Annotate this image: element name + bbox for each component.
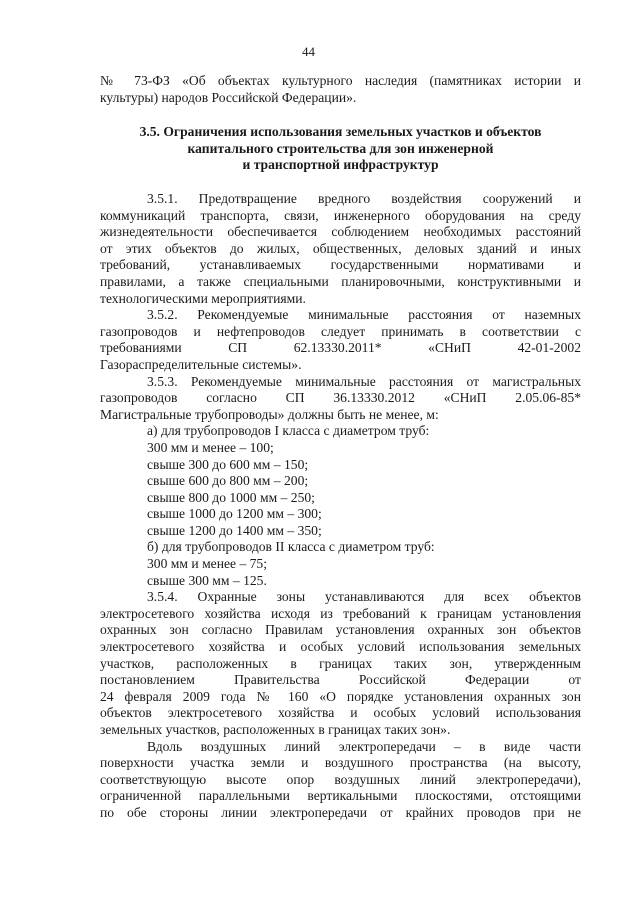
text-line: по обе стороны линии электропередачи от крайних проводов при не bbox=[100, 804, 581, 820]
paragraph-3-5-4 bbox=[100, 589, 581, 738]
text-line: 3.5.3. Рекомендуемые минимальные расстояния от магистральных bbox=[147, 373, 581, 389]
list-item: свыше 600 до 800 мм – 200; bbox=[147, 473, 309, 489]
text-line: газопроводов согласно СП 36.13330.2012 «СНиП 2.05.06-85* bbox=[100, 390, 581, 406]
text-line: 3.5.2. Рекомендуемые минимальные расстояния от наземных bbox=[147, 307, 581, 323]
text-line: постановлением Правительства Российской Федерации от bbox=[100, 672, 581, 688]
text-line: требований, устанавливаемых государственными нормативами и bbox=[100, 257, 581, 273]
page-number: 44 bbox=[302, 44, 315, 59]
text-line: охранных зон согласно Правилам установления охранных зон объектов bbox=[100, 622, 581, 638]
intro-paragraph bbox=[100, 73, 581, 106]
text-line: ограниченной параллельными вертикальными плоскостями, отстоящими bbox=[100, 788, 581, 804]
distance-list bbox=[100, 423, 581, 589]
paragraph-3-5-1 bbox=[100, 191, 581, 307]
text-line: 24 февраля 2009 года № 160 «О порядке установления охранных зон bbox=[100, 688, 581, 704]
text-line: объектов электросетевого хозяйства и особых условий использования bbox=[100, 705, 581, 721]
text-line: электросетевого хозяйства и особых условий использования земельных bbox=[100, 639, 581, 655]
section-heading bbox=[100, 124, 581, 174]
list-item: свыше 1000 до 1200 мм – 300; bbox=[147, 506, 322, 522]
paragraph-power-lines bbox=[100, 739, 581, 822]
text-line: земельных участков, расположенных в границах таких зон». bbox=[100, 722, 451, 737]
text-line: № 73-ФЗ «Об объектах культурного наследия (памятниках истории и bbox=[100, 73, 581, 88]
text-line: коммуникаций транспорта, связи, инженерного оборудования на среду bbox=[100, 207, 581, 223]
list-item: свыше 1200 до 1400 мм – 350; bbox=[147, 522, 322, 538]
text-line: участков, расположенных в границах таких зон, утвержденным bbox=[100, 655, 581, 671]
paragraph-3-5-3 bbox=[100, 374, 581, 424]
heading-line: 3.5. Ограничения использования земельных участков и объектов bbox=[139, 124, 542, 139]
list-item: свыше 300 до 600 мм – 150; bbox=[147, 456, 309, 472]
text-line: технологическими мероприятиями. bbox=[100, 290, 306, 306]
text-line: газопроводов и нефтепроводов следует принимать в соответствии с bbox=[100, 323, 581, 339]
list-item: свыше 300 мм – 125. bbox=[147, 572, 267, 588]
paragraph-3-5-2 bbox=[100, 307, 581, 373]
section-content bbox=[100, 191, 581, 822]
text-line: Вдоль воздушных линий электропередачи – в виде части bbox=[147, 738, 581, 754]
text-line: жизнедеятельности обеспечивается соблюдением необходимых расстояний bbox=[100, 224, 581, 240]
list-item: 300 мм и менее – 75; bbox=[147, 556, 268, 572]
list-item: а) для трубопроводов I класса с диаметром труб: bbox=[147, 423, 430, 439]
heading-line: и транспортной инфраструктур bbox=[242, 157, 439, 173]
text-line: поверхности участка земли и воздушного пространства (на высоту, bbox=[100, 755, 581, 771]
list-item: свыше 800 до 1000 мм – 250; bbox=[147, 489, 315, 505]
text-line: 3.5.1. Предотвращение вредного воздействия сооружений и bbox=[147, 191, 581, 206]
text-line: Газораспределительные системы». bbox=[100, 356, 302, 372]
text-line: от этих объектов до жилых, общественных, деловых зданий и иных bbox=[100, 240, 581, 256]
text-line: 3.5.4. Охранные зоны устанавливаются для всех объектов bbox=[147, 589, 581, 605]
text-line: электросетевого хозяйства исходя из требований к границам установления bbox=[100, 605, 581, 621]
text-line: соответствующую высоте опор воздушных линий электропередачи), bbox=[100, 771, 581, 787]
text-line: культуры) народов Российской Федерации». bbox=[100, 89, 357, 105]
text-line: требованиями СП 62.13330.2011* «СНиП 42-01-2002 bbox=[100, 340, 581, 356]
list-item: б) для трубопроводов II класса с диаметром труб: bbox=[147, 539, 435, 555]
text-line: правилами, а также специальными планировочными, конструктивными и bbox=[100, 273, 581, 289]
list-item: 300 мм и менее – 100; bbox=[147, 439, 274, 455]
heading-line: капитального строительства для зон инженерной bbox=[187, 140, 494, 156]
text-line: Магистральные трубопроводы» должны быть не менее, м: bbox=[100, 406, 439, 422]
